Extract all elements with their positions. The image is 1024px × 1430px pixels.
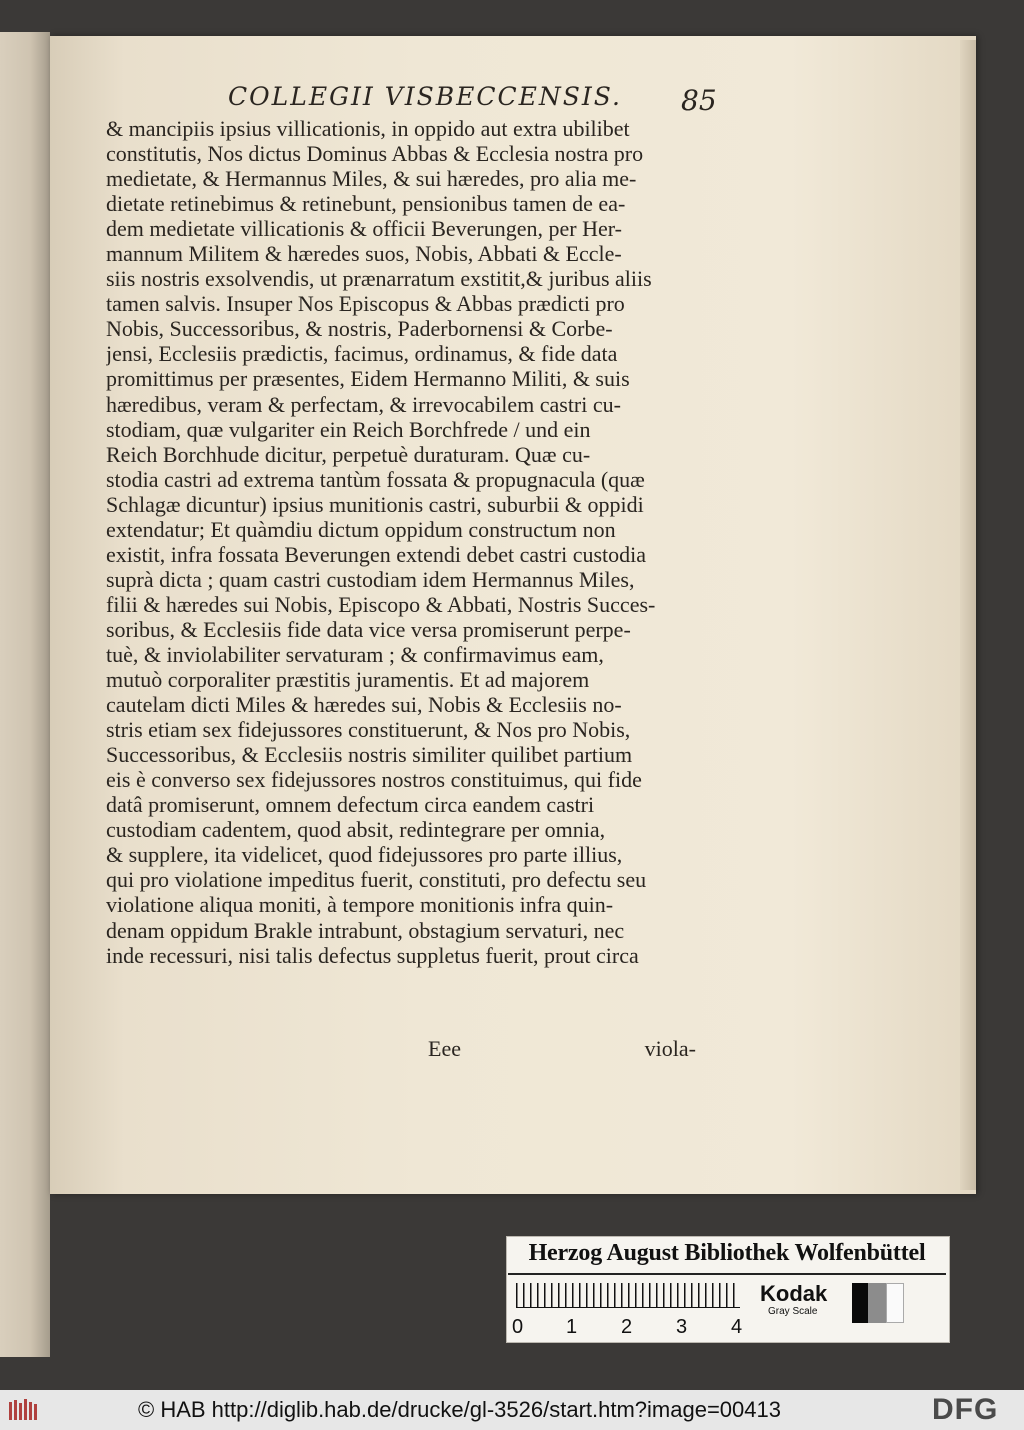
- scale-number: 1: [566, 1316, 578, 1338]
- text-line: Successoribus, & Ecclesiis nostris similiter quilibet partium: [106, 742, 633, 768]
- text-line: hæredibus, veram & perfectam, & irrevocabilem castri cu-: [106, 391, 621, 417]
- text-line: violatione aliqua moniti, à tempore monitionis infra quin-: [106, 892, 614, 918]
- gray-patch-white: [886, 1283, 904, 1323]
- facing-page-edge: [0, 32, 50, 1357]
- text-line: inde recessuri, nisi talis defectus suppletus fuerit, prout circa: [106, 942, 639, 968]
- text-line: & supplere, ita videlicet, quod fidejussores pro parte illius,: [106, 842, 623, 868]
- gray-patch-black: [852, 1283, 868, 1323]
- gray-patch-mid: [868, 1283, 886, 1323]
- text-line: existit, infra fossata Beverungen extendi debet castri custodia: [106, 541, 647, 567]
- scale-number: 0: [512, 1316, 524, 1338]
- text-line: tuè, & inviolabiliter servaturam ; & confirmavimus eam,: [106, 641, 604, 667]
- library-label-title: Herzog August Bibliothek Wolfenbüttel: [528, 1240, 926, 1266]
- text-line: mannum Militem & hæredes suos, Nobis, Abbati & Eccle-: [106, 241, 622, 267]
- text-line: medietate, & Hermannus Miles, & sui hæredes, pro alia me-: [106, 166, 637, 192]
- text-line: stodia castri ad extrema tantùm fossata & propugnacula (quæ: [106, 466, 645, 492]
- dfg-logo: DFG: [932, 1393, 999, 1426]
- text-line: constitutis, Nos dictus Dominus Abbas & Ecclesia nostra pro: [106, 141, 644, 167]
- text-line: cautelam dicti Miles & hæredes sui, Nobis & Ecclesiis no-: [106, 692, 622, 718]
- text-line: & mancipiis ipsius villicationis, in oppido aut extra ubilibet: [106, 116, 630, 141]
- scale-number: 2: [621, 1316, 633, 1338]
- scale-number: 4: [731, 1316, 743, 1338]
- text-line: stris etiam sex fidejussores constituerunt, & Nos pro Nobis,: [106, 717, 631, 743]
- text-line: dem medietate villicationis & officii Beverungen, per Her-: [106, 216, 622, 242]
- scale-number: 3: [676, 1316, 688, 1338]
- running-head: COLLEGII VISBECCENSIS.: [228, 82, 622, 111]
- text-line: Reich Borchhude dicitur, perpetuè duraturam. Quæ cu-: [106, 441, 591, 467]
- ruler-baseline: [516, 1307, 740, 1308]
- signature-mark: Eee: [428, 1036, 461, 1061]
- catchword: viola-: [644, 1036, 696, 1061]
- text-line: eis è converso sex fidejussores nostros constituimus, qui fide: [106, 767, 642, 793]
- text-line: soribus, & Ecclesiis fide data vice versa promiserunt perpe-: [106, 616, 631, 642]
- page-number: 85: [681, 84, 717, 117]
- page-fore-edge: [960, 40, 976, 1190]
- text-line: Schlagæ dicuntur) ipsius munitionis castri, suburbii & oppidi: [106, 491, 644, 517]
- hab-logo-icon: [8, 1398, 38, 1422]
- page-footer-marks: [106, 1036, 708, 1064]
- label-divider: [508, 1273, 946, 1275]
- footer-copyright-link[interactable]: © HAB http://diglib.hab.de/drucke/gl-3526/start.htm?image=00413: [138, 1397, 781, 1422]
- text-line: promittimus per præsentes, Eidem Hermanno Militi, & suis: [106, 366, 630, 392]
- kodak-gray-scale-label: Gray Scale: [768, 1306, 818, 1317]
- text-line: custodiam cadentem, quod absit, redintegrare per omnia,: [106, 817, 606, 843]
- text-line: suprà dicta ; quam castri custodiam idem Hermannus Miles,: [106, 566, 635, 592]
- text-line: Nobis, Successoribus, & nostris, Paderbornensi & Corbe-: [106, 316, 613, 342]
- text-line: filii & hæredes sui Nobis, Episcopo & Abbati, Nostris Succes-: [106, 591, 656, 617]
- text-line: mutuò corporaliter præstitis juramentis. Et ad majorem: [106, 667, 590, 693]
- text-line: stodiam, quæ vulgariter ein Reich Borchfrede / und ein: [106, 416, 591, 442]
- text-line: datâ promiserunt, omnem defectum circa eandem castri: [106, 792, 595, 818]
- text-line: qui pro violatione impeditus fuerit, constituti, pro defectu seu: [106, 867, 647, 893]
- body-text: [106, 116, 708, 968]
- text-line: siis nostris exsolvendis, ut prænarratum exstitit,& juribus aliis: [106, 266, 652, 292]
- kodak-brand: Kodak: [760, 1281, 828, 1306]
- ruler-scale: [516, 1283, 740, 1307]
- text-line: extendatur; Et quàmdiu dictum oppidum constructum non: [106, 516, 616, 542]
- text-line: tamen salvis. Insuper Nos Episcopus & Abbas prædicti pro: [106, 291, 625, 317]
- text-line: jensi, Ecclesiis prædictis, facimus, ordinamus, & fide data: [106, 341, 618, 367]
- text-line: denam oppidum Brakle intrabunt, obstagium servaturi, nec: [106, 917, 625, 943]
- text-line: dietate retinebimus & retinebunt, pensionibus tamen de ea-: [106, 191, 626, 217]
